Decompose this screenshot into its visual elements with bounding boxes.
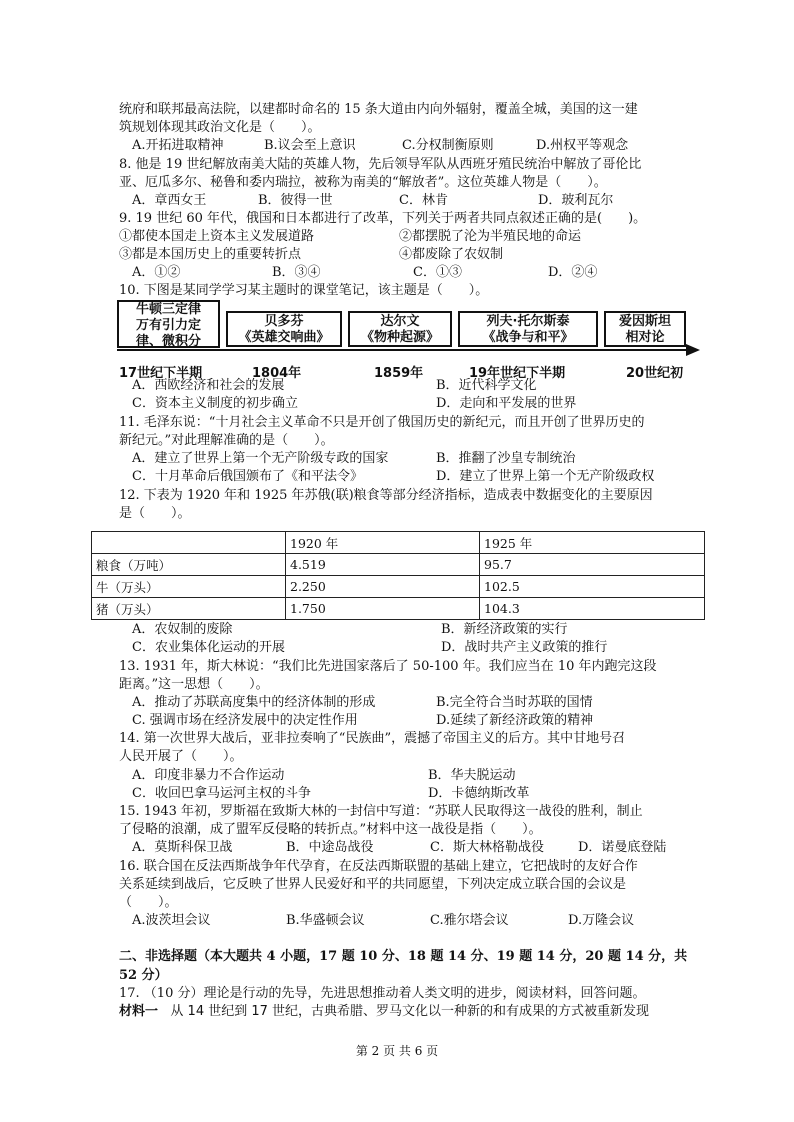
box-line: 贝多芬 bbox=[264, 314, 304, 329]
box-line: 相对论 bbox=[625, 330, 665, 345]
table-header-cell: 1925 年 bbox=[480, 532, 705, 554]
timeline-time-label: 1804年 bbox=[252, 366, 302, 381]
timeline-time-label: 19年世纪下半期 bbox=[469, 366, 566, 381]
option-b: B.议会至上意识 bbox=[264, 138, 356, 153]
question-11-stem: 11. 毛泽东说：“十月社会主义革命不只是开创了俄国历史的新纪元，而且开创了世界历史的 bbox=[119, 415, 645, 430]
timeline-time-label: 17世纪下半期 bbox=[119, 366, 203, 381]
question-12-stem: 12. 下表为 1920 年和 1925 年苏俄(联)粮食等部分经济指标，造成表中数据变化的主要原因 bbox=[119, 488, 653, 503]
option-b: B．近代科学文化 bbox=[436, 378, 537, 393]
option-d: D．建立了世界上第一个无产阶级政权 bbox=[436, 469, 655, 484]
question-14-stem: 14. 第一次世界大战后，亚非拉奏响了“民族曲”，震撼了帝国主义的后方。其中甘地号召 bbox=[119, 731, 626, 746]
option-d: D.延续了新经济政策的精神 bbox=[436, 713, 594, 728]
table-cell: 104.3 bbox=[480, 598, 705, 620]
timeline-time-label: 1859年 bbox=[374, 366, 424, 381]
page-number: 第 2 页 共 6 页 bbox=[355, 1044, 439, 1058]
table-cell: 4.519 bbox=[286, 554, 480, 576]
table-cell: 牛（万头） bbox=[92, 576, 286, 598]
option-b: B．新经济政策的实行 bbox=[441, 622, 568, 637]
table-cell: 102.5 bbox=[480, 576, 705, 598]
option-b: B．中途岛战役 bbox=[286, 840, 374, 855]
option-b: B．彼得一世 bbox=[258, 193, 333, 208]
table-cell: 猪（万头） bbox=[92, 598, 286, 620]
option-c: C．①③ bbox=[413, 265, 462, 280]
option-d: D．走向和平发展的世界 bbox=[436, 396, 577, 411]
option-c: C．林肯 bbox=[399, 193, 448, 208]
table-cell: 1.750 bbox=[286, 598, 480, 620]
question-13-stem: 距离。”这一思想（ ）。 bbox=[119, 677, 269, 692]
question-text: 筑规划体现其政治文化是（ ）。 bbox=[119, 120, 321, 135]
statement-3: ③都是本国历史上的重要转折点 bbox=[119, 247, 302, 262]
box-line: 律、微积分 bbox=[135, 334, 201, 349]
timeline-box-tolstoy bbox=[458, 311, 598, 347]
option-c: C.雅尔塔会议 bbox=[430, 913, 509, 928]
box-line: 列夫·托尔斯泰 bbox=[486, 314, 570, 329]
option-a: A．莫斯科保卫战 bbox=[132, 840, 233, 855]
material-label: 材料一 bbox=[119, 1004, 159, 1019]
table-row bbox=[92, 598, 705, 620]
option-b: B．③④ bbox=[272, 265, 321, 280]
option-c: C.分权制衡原则 bbox=[402, 138, 494, 153]
option-a: A．①② bbox=[132, 265, 181, 280]
question-8-stem: 亚、厄瓜多尔、秘鲁和委内瑞拉，被称为南美的“解放者”。这位英雄人物是（ ）。 bbox=[119, 175, 607, 190]
option-c: C．农业集体化运动的开展 bbox=[132, 640, 285, 655]
table-header-cell: 1920 年 bbox=[286, 532, 480, 554]
question-14-stem: 人民开展了（ ）。 bbox=[119, 749, 243, 764]
option-a: A．推动了苏联高度集中的经济体制的形成 bbox=[132, 695, 376, 710]
option-d: D．②④ bbox=[548, 265, 598, 280]
option-d: D.州权平等观念 bbox=[536, 138, 629, 153]
table-row bbox=[92, 576, 705, 598]
question-17-stem: 17. （10 分）理论是行动的先导，先进思想推动着人类文明的进步，阅读材料，回答问题。 bbox=[119, 986, 646, 1001]
option-d: D．战时共产主义政策的推行 bbox=[441, 640, 608, 655]
option-d: D．卡德纳斯改革 bbox=[428, 786, 530, 801]
option-a: A．农奴制的废除 bbox=[132, 622, 233, 637]
box-line: 《物种起源》 bbox=[360, 330, 439, 345]
option-b: B.华盛顿会议 bbox=[286, 913, 365, 928]
option-c: C. 强调市场在经济发展中的决定性作用 bbox=[132, 713, 358, 728]
timeline-box-darwin bbox=[348, 311, 452, 347]
option-a: A．印度非暴力不合作运动 bbox=[132, 768, 285, 783]
statement-2: ②都摆脱了沦为半殖民地的命运 bbox=[399, 229, 582, 244]
box-line: 万有引力定 bbox=[135, 318, 201, 333]
option-b: B．华夫脱运动 bbox=[428, 768, 516, 783]
option-c: C．斯大林格勒战役 bbox=[430, 840, 544, 855]
option-a: A．章西女王 bbox=[132, 193, 207, 208]
table-row bbox=[92, 554, 705, 576]
question-11-stem: 新纪元。”对此理解准确的是（ ）。 bbox=[119, 433, 334, 448]
table-cell: 粮食（万吨） bbox=[92, 554, 286, 576]
timeline-box-einstein bbox=[604, 311, 686, 347]
table-cell: 95.7 bbox=[480, 554, 705, 576]
option-a: A．建立了世界上第一个无产阶级专政的国家 bbox=[132, 451, 389, 466]
material-paragraph bbox=[119, 1002, 649, 1021]
option-d: D．诺曼底登陆 bbox=[578, 840, 667, 855]
question-15-stem: 15. 1943 年初，罗斯福在致斯大林的一封信中写道：“苏联人民取得这一战役的胜利，制止 bbox=[119, 804, 643, 819]
section-title: 52 分） bbox=[119, 968, 168, 983]
option-b: B．推翻了沙皇专制统治 bbox=[436, 451, 576, 466]
question-9-stem: 9. 19 世纪 60 年代，俄国和日本都进行了改革，下列关于两者共同点叙述正确的是( )。 bbox=[119, 211, 647, 226]
table-cell: 2.250 bbox=[286, 576, 480, 598]
option-d: D.万隆会议 bbox=[568, 913, 635, 928]
question-12-stem: 是（ ）。 bbox=[119, 506, 191, 521]
box-line: 牛顿三定律 bbox=[135, 302, 201, 317]
question-13-stem: 13. 1931 年，斯大林说：“我们比先进国家落后了 50-100 年。我们应当在 10 年内跑完这段 bbox=[119, 659, 657, 674]
option-a: A.开拓进取精神 bbox=[132, 138, 224, 153]
option-c: C．十月革命后俄国颁布了《和平法令》 bbox=[132, 469, 363, 484]
box-line: 达尔文 bbox=[380, 314, 420, 329]
question-16-stem: （ ）。 bbox=[119, 895, 178, 910]
box-line: 爱因斯坦 bbox=[618, 314, 671, 329]
option-d: D．玻利瓦尔 bbox=[538, 193, 614, 208]
economic-data-table bbox=[91, 531, 705, 620]
question-16-stem: 16. 联合国在反法西斯战争年代孕育，在反法西斯联盟的基础上建立，它把战时的友好合作 bbox=[119, 859, 638, 874]
box-line: 《战争与和平》 bbox=[482, 330, 574, 345]
option-a: A．西欧经济和社会的发展 bbox=[132, 378, 285, 393]
question-10-stem: 10. 下图是某同学学习某主题时的课堂笔记，该主题是（ ）。 bbox=[119, 283, 489, 298]
table-header-row bbox=[92, 532, 705, 554]
option-b: B.完全符合当时苏联的国情 bbox=[436, 695, 593, 710]
option-c: C．收回巴拿马运河主权的斗争 bbox=[132, 786, 311, 801]
statement-1: ①都使本国走上资本主义发展道路 bbox=[119, 229, 315, 244]
material-text: 从 14 世纪到 17 世纪，古典希腊、罗马文化以一种新的和有成果的方式被重新发现 bbox=[170, 1004, 650, 1019]
box-line: 《英雄交响曲》 bbox=[238, 330, 330, 345]
question-16-stem: 关系延续到战后，它反映了世界人民爱好和平的共同愿望，下列决定成立联合国的会议是 bbox=[119, 877, 627, 892]
timeline-box-newton bbox=[117, 300, 220, 348]
option-c: C．资本主义制度的初步确立 bbox=[132, 396, 298, 411]
question-8-stem: 8. 他是 19 世纪解放南美大陆的英雄人物，先后领导军队从西班牙殖民统治中解放了哥伦比 bbox=[119, 157, 642, 172]
statement-4: ④都废除了农奴制 bbox=[399, 247, 504, 262]
table-header-cell bbox=[92, 532, 286, 554]
option-a: A.波茨坦会议 bbox=[132, 913, 211, 928]
section-title: 二、非选择题（本大题共 4 小题，17 题 10 分、18 题 14 分、19 题 14 分，20 题 14 分，共 bbox=[119, 949, 688, 964]
timeline-box-beethoven bbox=[226, 311, 342, 347]
timeline-time-label: 20世纪初 bbox=[626, 366, 684, 381]
question-15-stem: 了侵略的浪潮，成了盟军反侵略的转折点。”材料中这一战役是指（ ）。 bbox=[119, 822, 542, 837]
question-text: 统府和联邦最高法院，以建都时命名的 15 条大道由内向外辐射，覆盖全城，美国的这一建 bbox=[119, 102, 638, 117]
